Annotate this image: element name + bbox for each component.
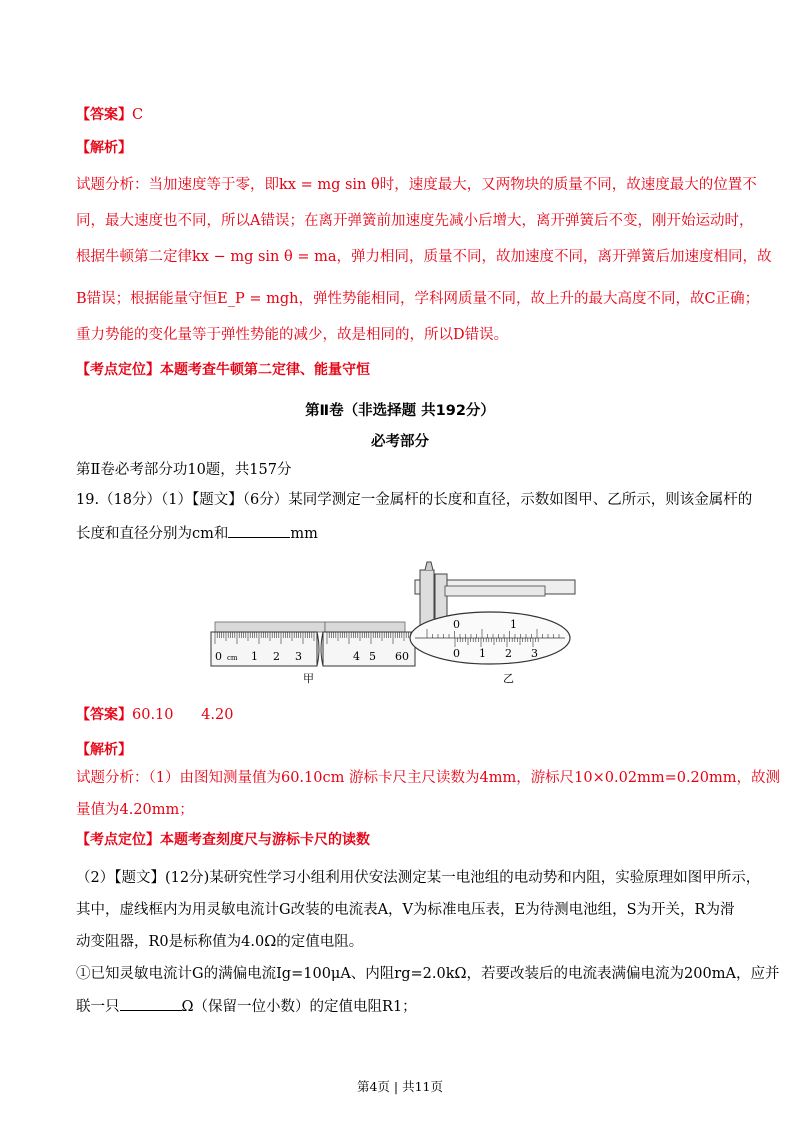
question-line: （2）【题文】(12分)某研究性学习小组利用伏安法测定某一电池组的电动势和内阻，实验原理如图甲所示，: [76, 870, 761, 886]
question-text: 长度和直径分别为cm和: [76, 526, 229, 542]
ruler-tick-label: 3: [295, 650, 302, 663]
point-label: 【考点定位】: [76, 362, 160, 378]
point-line-1: [76, 360, 370, 380]
caliper-main-label: 0: [453, 618, 460, 631]
point-line-2: [76, 830, 370, 850]
caliper-vernier-label: 1: [479, 647, 486, 660]
page-footer: 第4页 | 共11页: [356, 1079, 444, 1094]
question-line: 其中，虚线框内为用灵敏电流计G改装的电流表A，V为标准电压表，E为待测电池组，S为开关，R为滑: [76, 902, 735, 918]
question-text: 联一只: [76, 999, 120, 1015]
point-text: 本题考查刻度尺与游标卡尺的读数: [160, 832, 370, 848]
figure-label-jia: 甲: [303, 672, 314, 685]
section-subtitle: 必考部分: [371, 434, 429, 450]
section-title: 第Ⅱ卷（非选择题 共192分）: [305, 403, 495, 419]
answer-line-2: [76, 705, 233, 725]
ruler-tick-label: 0: [215, 650, 222, 663]
caliper-vernier-label: 3: [531, 647, 538, 660]
question-text: Ω（保留一位小数）的定值电阻R1；: [181, 999, 417, 1015]
answer-blank[interactable]: [120, 996, 182, 1011]
analysis-label-2: [76, 740, 132, 760]
caliper-main-label: 1: [510, 618, 517, 631]
ruler-tick-label: 4: [353, 650, 360, 663]
question-line: 动变阻器，R0是标称值为4.0Ω的定值电阻。: [76, 934, 364, 950]
question-line: [76, 523, 318, 544]
analysis-line: 根据牛顿第二定律kx − mg sin θ = ma，弹力相同，质量不同，故加速度不同，离开弹簧后加速度相同，故: [76, 249, 772, 265]
answer-value: 60.10 4.20: [132, 707, 234, 723]
question-unit: mm: [290, 526, 318, 542]
figure-label-yi: 乙: [503, 672, 514, 685]
answer-line-1: [76, 105, 143, 125]
ruler-diagram: [211, 622, 415, 685]
analysis-label-1: [76, 138, 132, 158]
question-line: ①已知灵敏电流计G的满偏电流Ig=100μA、内阻rg=2.0kΩ，若要改装后的电流表满偏电流为200mA，应并: [76, 966, 780, 982]
section-intro: 第Ⅱ卷必考部分功10题，共157分: [76, 462, 292, 478]
ruler-tick-label: 60: [395, 650, 409, 663]
analysis-line: 量值为4.20mm；: [76, 802, 194, 818]
question-line: [76, 996, 417, 1017]
point-label: 【考点定位】: [76, 832, 160, 848]
ruler-tick-label: 2: [273, 650, 280, 663]
answer-blank[interactable]: [228, 523, 290, 538]
answer-label: 【答案】: [76, 107, 132, 123]
ruler-tick-label: 1: [251, 650, 258, 663]
answer-value: C: [132, 107, 144, 123]
caliper-vernier-label: 0: [453, 647, 460, 660]
analysis-line: 试题分析：当加速度等于零，即kx = mg sin θ时，速度最大，又两物块的质量不同，故速度最大的位置不: [76, 177, 757, 193]
ruler-tick-label: cm: [227, 654, 238, 662]
caliper-vernier-label: 2: [505, 647, 512, 660]
analysis-line: 试题分析：（1）由图知测量值为60.10cm 游标卡尺主尺读数为4mm，游标尺10×0.02mm=0.20mm，故测: [76, 770, 781, 786]
measurement-figure: [205, 560, 585, 690]
analysis-line: 重力势能的变化量等于弹性势能的减少，故是相同的，所以D错误。: [76, 327, 509, 343]
question-line: 19.（18分）（1）【题文】（6分）某同学测定一金属杆的长度和直径，示数如图甲、乙所示，则该金属杆的: [76, 492, 753, 508]
analysis-line: B错误；根据能量守恒E_P = mgh，弹性势能相同，学科网质量不同，故上升的最大高度不同，故C正确；: [76, 291, 760, 307]
point-text: 本题考查牛顿第二定律、能量守恒: [160, 362, 370, 378]
analysis-line: 同，最大速度也不同，所以A错误；在离开弹簧前加速度先减小后增大，离开弹簧后不变，刚开始运动时，: [76, 213, 754, 229]
analysis-label: 【解析】: [76, 742, 132, 758]
analysis-label: 【解析】: [76, 140, 132, 156]
answer-label: 【答案】: [76, 707, 132, 723]
ruler-tick-label: 5: [369, 650, 376, 663]
caliper-diagram: [410, 562, 575, 685]
